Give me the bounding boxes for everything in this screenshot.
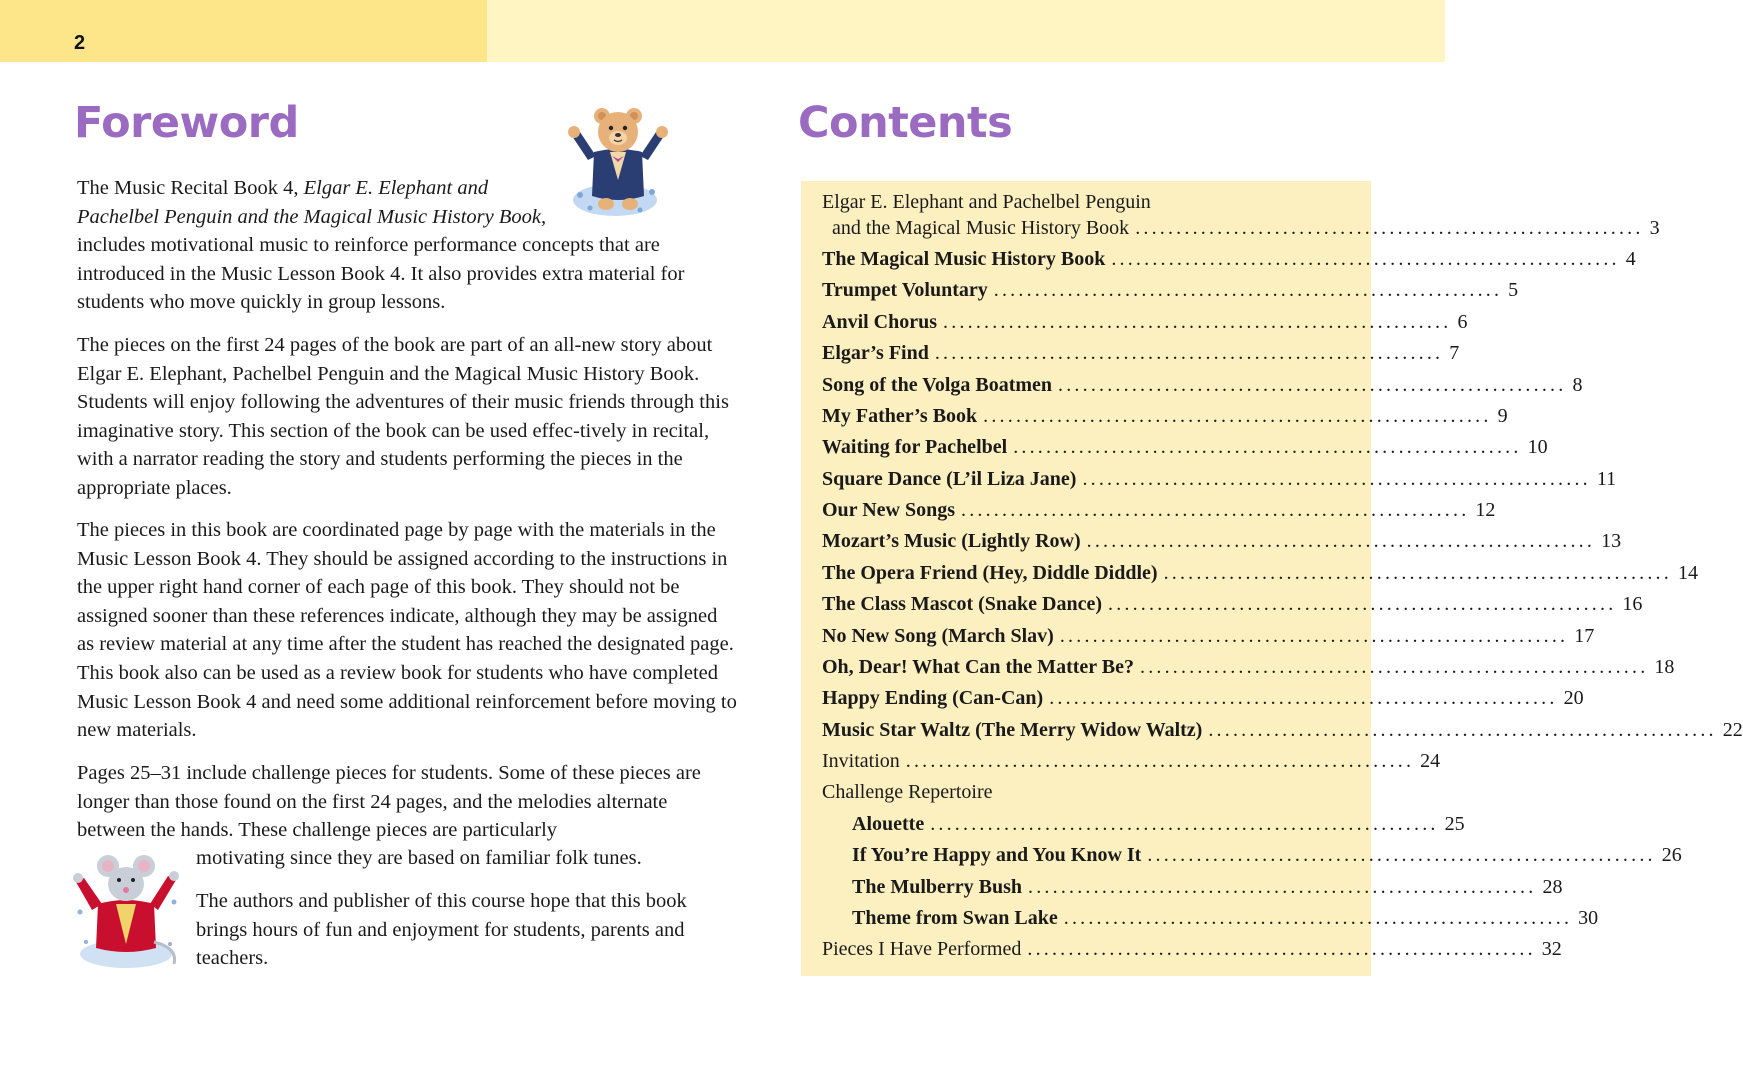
toc-entry-page: 28	[1542, 876, 1563, 898]
toc-entry-title: Happy Ending (Can-Can)	[822, 687, 1044, 709]
toc-leader: ..............................................................	[1108, 593, 1617, 615]
toc-entry-page: 9	[1497, 405, 1508, 427]
toc-entry-title: The Magical Music History Book	[822, 248, 1106, 270]
toc-leader: ..............................................................	[905, 750, 1415, 772]
toc-entry-title: The Class Mascot (Snake Dance)	[822, 593, 1102, 615]
toc-entry-page: 14	[1677, 562, 1698, 584]
toc-entry	[852, 840, 1682, 870]
toc-entry-title: Oh, Dear! What Can the Matter Be?	[822, 656, 1134, 678]
foreword-paragraph-1-intro	[77, 174, 547, 231]
toc-leader: ..............................................................	[1147, 844, 1656, 866]
toc-entry	[822, 495, 1496, 525]
toc-leader: ..............................................................	[1059, 625, 1569, 647]
toc-entry	[822, 589, 1643, 619]
mouse-illustration	[62, 852, 190, 974]
toc-leader: ..............................................................	[1049, 687, 1558, 709]
toc-entry	[832, 213, 1660, 243]
toc-leader: ..............................................................	[983, 405, 1492, 427]
toc-entry-title: No New Song (March Slav)	[822, 625, 1054, 647]
toc-leader: ..............................................................	[1013, 436, 1522, 458]
toc-entry-page: 16	[1622, 593, 1643, 615]
contents-title: Contents	[798, 98, 1013, 148]
toc-entry-title: Anvil Chorus	[822, 311, 938, 333]
foreword-paragraph-3: The pieces in this book are coordinated page by page with the materials in the Music Lesson Book 4. They should be assigned according to the instructions in the upper right hand corner of each page of this book. They should not be assigned sooner than these references indicate, although they may be assigned as review material at any time after the student has reached the designated page. This book also can be used as a review book for students who have completed Music Lesson Book 4 and need some additional reinforcement before moving to new materials.	[77, 519, 737, 742]
toc-entry	[822, 432, 1548, 462]
toc-entry-title: Elgar’s Find	[822, 342, 929, 364]
toc-entry	[822, 244, 1636, 274]
toc-leader: ..............................................................	[1027, 938, 1536, 960]
toc-entry-title: Our New Songs	[822, 499, 955, 521]
toc-entry-page: 10	[1527, 436, 1548, 458]
toc-leader: ..............................................................	[1140, 656, 1649, 678]
toc-entry-page: 25	[1444, 813, 1465, 835]
toc-entry-page: 18	[1654, 656, 1675, 678]
toc-leader: ..............................................................	[1028, 876, 1537, 898]
toc-entry	[822, 338, 1460, 368]
toc-entry	[822, 934, 1562, 964]
toc-entry-title: Trumpet Voluntary	[822, 279, 988, 301]
toc-leader: ..............................................................	[1082, 468, 1591, 490]
toc-entry-page: 32	[1541, 938, 1562, 960]
foreword-paragraph-4: Pages 25–31 include challenge pieces for students. Some of these pieces are longer than those found on the first 24 pages, and the melodies alternate between the hands. These challenge pieces are particularly	[77, 762, 701, 842]
toc-entry-page: 8	[1572, 374, 1583, 396]
toc-leader: ..............................................................	[1111, 248, 1620, 270]
toc-leader: ..............................................................	[943, 311, 1452, 333]
toc-entry-title: Challenge Repertoire	[822, 781, 993, 803]
toc-entry	[852, 809, 1465, 839]
toc-entry	[822, 307, 1468, 337]
toc-entry-title: Square Dance (L’il Liza Jane)	[822, 468, 1077, 490]
toc-entry	[822, 715, 1743, 745]
toc-leader: ..............................................................	[993, 279, 1503, 301]
toc-entry	[822, 401, 1508, 431]
toc-entry-page: 7	[1449, 342, 1460, 364]
toc-entry-page: 12	[1475, 499, 1496, 521]
toc-entry	[822, 683, 1584, 713]
toc-entry-title: The Opera Friend (Hey, Diddle Diddle)	[822, 562, 1158, 584]
foreword-paragraph-2: The pieces on the first 24 pages of the book are part of an all-new story about Elgar E. Elephant, Pachelbel Penguin and the Magical Music History Book. Students will enjoy following the adventures of their music friends through this imaginative story. This section of the book can be used effec-tively in recital, with a narrator reading the story and students performing the pieces in the appropriate places.	[77, 334, 729, 499]
toc-entry	[822, 558, 1698, 588]
toc-entry-page: 3	[1649, 217, 1660, 239]
foreword-title: Foreword	[74, 98, 299, 148]
toc-leader: ..............................................................	[1135, 217, 1644, 239]
toc-entry-title: Invitation	[822, 750, 900, 772]
toc-entry	[822, 746, 1441, 776]
contents-panel	[801, 181, 1743, 976]
toc-entry-page: 30	[1578, 907, 1599, 929]
toc-entry	[822, 464, 1617, 494]
toc-entry-page: 26	[1661, 844, 1682, 866]
foreword-paragraph-1: includes motivational music to reinforce performance concepts that are introduced in the Music Lesson Book 4. It also provides extra material for students who move quickly in group lessons.	[77, 234, 685, 314]
toc-entry	[852, 903, 1599, 933]
toc-leader: ..............................................................	[1163, 562, 1672, 584]
toc-entry-page: 17	[1574, 625, 1595, 647]
toc-entry-page: 5	[1508, 279, 1519, 301]
toc-entry-title: Pieces I Have Performed	[822, 938, 1022, 960]
toc-entry-title: If You’re Happy and You Know It	[852, 844, 1142, 866]
header-band-right	[487, 0, 1445, 62]
toc-entry-page: 20	[1563, 687, 1584, 709]
toc-entry	[822, 370, 1583, 400]
toc-entry	[852, 872, 1563, 902]
toc-entry-title: Alouette	[852, 813, 925, 835]
toc-entry	[822, 652, 1675, 682]
toc-leader: ..............................................................	[930, 813, 1439, 835]
foreword-book-title: Elgar E. Elephant and Pachelbel Penguin and the Magical Music History Book,	[77, 177, 547, 228]
toc-entry-title: Waiting for Pachelbel	[822, 436, 1008, 458]
bear-illustration	[560, 100, 682, 222]
foreword-paragraph-5: The authors and publisher of this course hope that this book brings hours of fun and enjoyment for students, parents and teachers.	[196, 890, 687, 970]
toc-leader: ..............................................................	[1086, 530, 1596, 552]
toc-first-line: Elgar E. Elephant and Pachelbel Penguin	[822, 191, 1151, 213]
page-number: 2	[74, 32, 86, 54]
toc-entry	[822, 275, 1519, 305]
toc-entry-page: 22	[1722, 719, 1743, 741]
toc-entry-title: Music Star Waltz (The Merry Widow Waltz)	[822, 719, 1203, 741]
toc-entry-title: Song of the Volga Boatmen	[822, 374, 1053, 396]
toc-leader: ..............................................................	[961, 499, 1470, 521]
toc-entry	[822, 621, 1595, 651]
toc-entry-page: 6	[1457, 311, 1468, 333]
toc-section-heading	[822, 777, 1350, 807]
toc-leader: ..............................................................	[934, 342, 1444, 364]
toc-entry-title: The Mulberry Bush	[852, 876, 1023, 898]
toc-leader: ..............................................................	[1063, 907, 1573, 929]
toc-entry-title: and the Magical Music History Book	[832, 217, 1130, 239]
toc-entry-title: Theme from Swan Lake	[852, 907, 1058, 929]
toc-entry	[822, 526, 1622, 556]
toc-entry-title: My Father’s Book	[822, 405, 978, 427]
toc-entry-page: 13	[1601, 530, 1622, 552]
toc-leader: ..............................................................	[1058, 374, 1567, 396]
toc-entry-title: Mozart’s Music (Lightly Row)	[822, 530, 1081, 552]
foreword-paragraph-4-end: motivating since they are based on familiar folk tunes.	[196, 847, 642, 869]
toc-entry-page: 24	[1420, 750, 1441, 772]
toc-entry-page: 11	[1596, 468, 1617, 490]
toc-entry-page: 4	[1625, 248, 1636, 270]
foreword-p1-lead: The Music Recital Book 4,	[77, 177, 304, 199]
toc-leader: ..............................................................	[1208, 719, 1717, 741]
